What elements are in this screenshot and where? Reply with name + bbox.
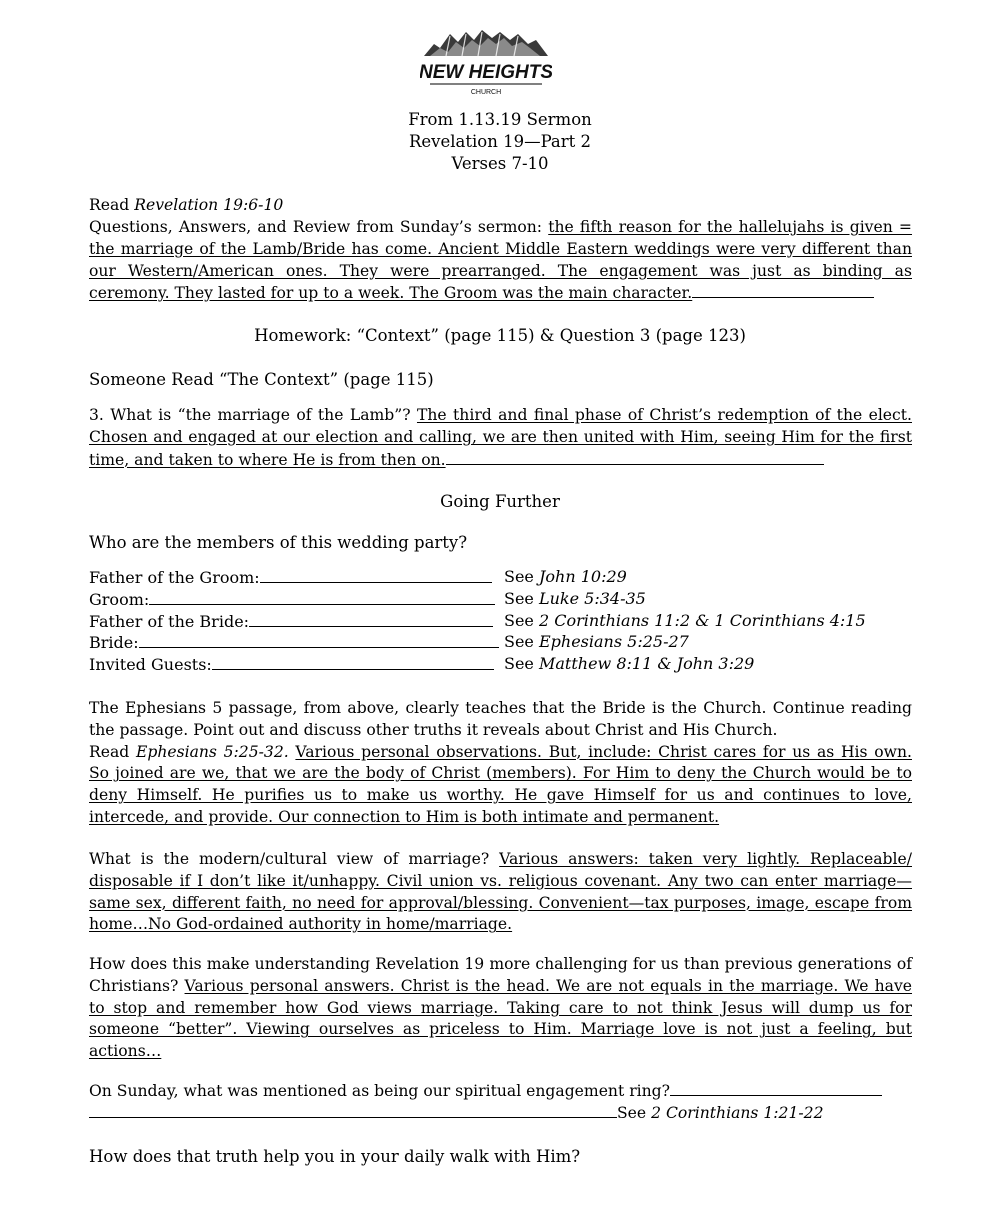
sermon-title: Revelation 19—Part 2	[408, 131, 592, 151]
fill-in-blank[interactable]	[149, 589, 495, 605]
mountain-logo-icon	[420, 26, 552, 98]
ephesians-answer: Various personal observations. But, include: Christ cares for us as His own. So joined are we, that we are the body of Christ (members). For Him to deny the Church would be to deny Himself. He purifies us to make us worthy. He gave Himself for us and continues to love, intercede, and provide. Our connection to Him is both intimate and permanent.	[89, 742, 912, 826]
fill-in-blank[interactable]	[249, 611, 493, 627]
question-3-prompt: 3. What is “the marriage of the Lamb”?	[89, 406, 417, 424]
scripture-ref: 2 Corinthians 1:21-22	[651, 1104, 824, 1122]
logo-wordmark: NEW HEIGHTS	[420, 62, 552, 83]
read-instruction: Read Revelation 19:6-10	[89, 196, 284, 214]
wedding-party-row: Invited Guests: See Matthew 8:11 & John 3:29	[89, 654, 755, 674]
fill-in-blank[interactable]	[89, 1102, 617, 1118]
answer-line	[692, 282, 874, 298]
modern-view-prompt: What is the modern/cultural view of marriage?	[89, 850, 500, 868]
question-3-answer: The third and final phase of Christ’s redemption of the elect. Chosen and engaged at our election and calling, we are then united with Him, seeing Him for the first time, and taken to where He is from then on.	[89, 406, 912, 469]
engagement-ring-question	[89, 1080, 912, 1103]
challenge-prompt: How does this make understanding Revelation 19 more challenging for us than previous generations of Christians?	[89, 955, 912, 995]
sermon-date: From 1.13.19 Sermon	[408, 110, 592, 129]
scripture-ref: Ephesians 5:25-32.	[135, 742, 289, 761]
fill-in-blank[interactable]	[260, 567, 492, 583]
sermon-verses: Verses 7-10	[451, 153, 549, 173]
ring-prompt: On Sunday, what was mentioned as being our spiritual engagement ring?	[89, 1082, 671, 1100]
scripture-ref: Revelation 19:6-10	[134, 196, 284, 214]
challenge-answer: Various personal answers. Christ is the head. We are not equals in the marriage. We have to stop and remember how God views marriage. Taking care to not think Jesus will dump us for someone “better”. Viewing ourselves as priceless to Him. Marriage love is not just a feeling, but actions…	[89, 976, 912, 1061]
wedding-party-row: Father of the Groom: See John 10:29	[89, 567, 627, 587]
wedding-party-row: Father of the Bride: See 2 Corinthians 11:2 & 1 Corinthians 4:15	[89, 611, 866, 631]
answer-line	[446, 449, 824, 465]
modern-view-paragraph	[89, 849, 912, 936]
fill-in-blank[interactable]	[212, 654, 494, 670]
challenge-paragraph	[89, 954, 912, 1063]
review-prompt: Questions, Answers, and Review from Sunday’s sermon:	[89, 218, 549, 236]
someone-read-line: Someone Read “The Context” (page 115)	[89, 370, 434, 389]
ephesians-paragraph: The Ephesians 5 passage, from above, clearly teaches that the Bride is the Church. Continue reading the passage. Point out and discuss other truths it reveals about Christ and His Church. Read Ephesians 5:25-32. Various personal observations. But, include: Christ cares for us as His own. So joined are we, that we are the body of Christ (members). For Him to deny the Church would be to deny Himself. He purifies us to make us worthy. He gave Himself for us and continues to love, intercede, and provide. Our connection to Him is both intimate and permanent.	[89, 699, 912, 826]
section-heading: Going Further	[440, 492, 560, 511]
church-logo	[420, 26, 552, 98]
sermon-header	[0, 109, 1000, 174]
homework-line: Homework: “Context” (page 115) & Question 3 (page 123)	[254, 326, 746, 345]
wedding-party-row: Bride: See Ephesians 5:25-27	[89, 632, 689, 652]
fill-in-blank[interactable]	[670, 1080, 882, 1096]
review-paragraph	[89, 217, 912, 305]
ephesians-intro: The Ephesians 5 passage, from above, clearly teaches that the Bride is the Church. Continue reading the passage. Point out and discuss other truths it reveals about Christ and His Church.	[89, 699, 912, 739]
engagement-ring-ref-line: See 2 Corinthians 1:21-22	[89, 1102, 912, 1125]
review-answer: the fifth reason for the hallelujahs is given = the marriage of the Lamb/Bride has come. Ancient Middle Eastern weddings were very different than our Western/American ones. They were prearranged. The engagement was just as binding as ceremony. They lasted for up to a week. The Groom was the main character.	[89, 218, 912, 303]
question-3	[89, 405, 912, 471]
modern-view-answer: Various answers: taken very lightly. Replaceable/ disposable if I don’t like it/unhappy. Civil union vs. religious covenant. Any two can enter marriage—same sex, different faith, no need for approval/blessing. Convenient—tax purposes, image, escape from home…No God-ordained authority in home/marriage.	[89, 850, 912, 934]
daily-walk-question: How does that truth help you in your daily walk with Him?	[89, 1147, 581, 1166]
wedding-party-row: Groom: See Luke 5:34-35	[89, 589, 646, 609]
logo-subtitle: CHURCH	[470, 89, 502, 96]
fill-in-blank[interactable]	[139, 632, 499, 648]
wedding-party-question: Who are the members of this wedding party?	[89, 533, 468, 552]
